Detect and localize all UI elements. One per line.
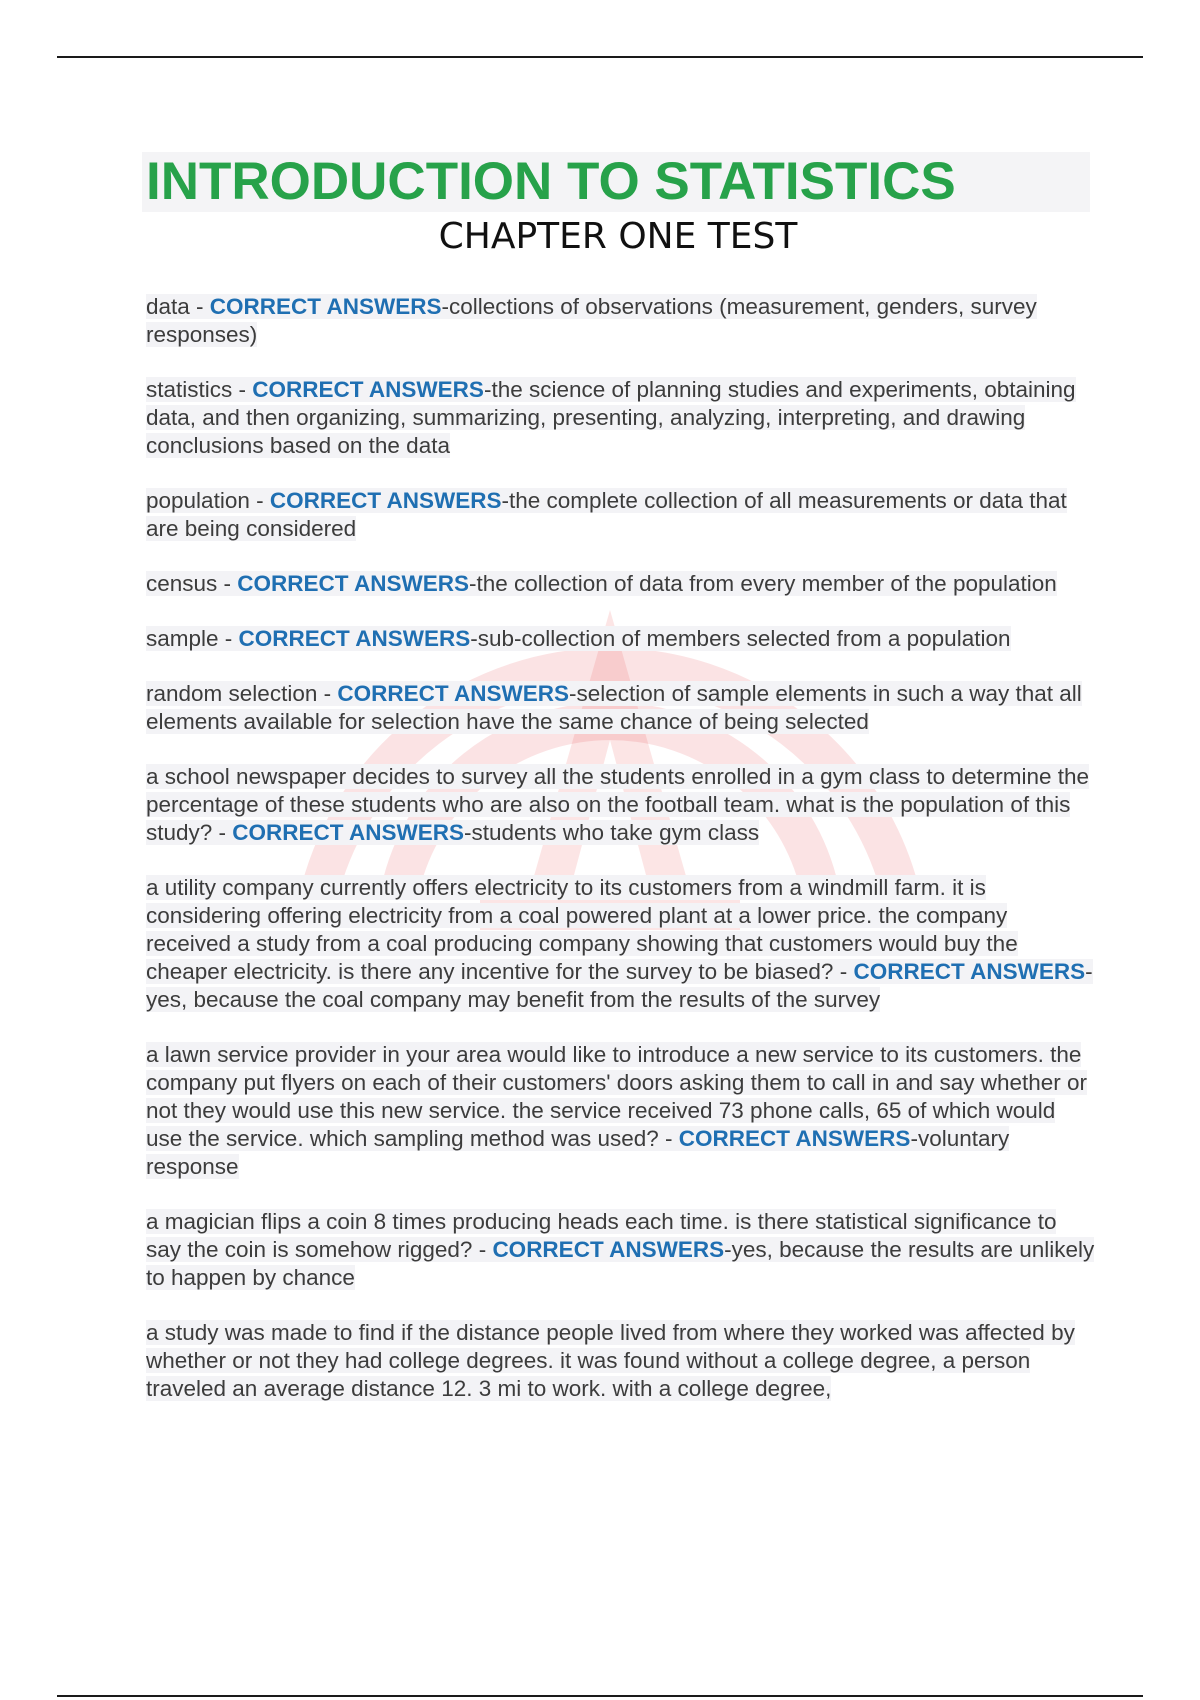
question-text: a magician flips a coin 8 times producing heads each time. is there statistical significance to say the coin is somehow rigged? xyxy=(146,1209,1057,1262)
answer-text: selection of sample elements in such a way that all elements available for selection have the same chance of being selected xyxy=(146,681,1082,734)
bottom-divider xyxy=(57,1695,1143,1697)
qa-highlight xyxy=(146,294,1037,347)
separator-text: - xyxy=(317,681,338,706)
separator-text: - xyxy=(217,571,238,596)
answer-text: the complete collection of all measurements or data that are being considered xyxy=(146,488,1067,541)
qa-item xyxy=(146,625,1096,653)
answer-label: CORRECT ANSWERS xyxy=(269,488,502,513)
answer-label: CORRECT ANSWERS xyxy=(209,294,442,319)
question-text: population xyxy=(146,488,250,513)
answer-label: CORRECT ANSWERS xyxy=(238,626,471,651)
qa-item xyxy=(146,293,1096,349)
qa-highlight xyxy=(146,488,1067,541)
answer-prefix: - xyxy=(910,1126,918,1151)
trailing-question xyxy=(146,1319,1096,1403)
qa-highlight xyxy=(146,571,1057,596)
answer-text: sub-collection of members selected from a population xyxy=(477,626,1011,651)
qa-highlight xyxy=(146,1209,1094,1290)
separator-text: - xyxy=(212,820,233,845)
answer-text: students who take gym class xyxy=(471,820,760,845)
qa-highlight xyxy=(146,681,1082,734)
trailing-question-text: a study was made to find if the distance people lived from where they worked was affected by whether or not they had college degrees. it was found without a college degree, a person traveled an average distance 12. 3 mi to work. with a college degree, xyxy=(146,1320,1075,1401)
qa-item xyxy=(146,1208,1096,1292)
answer-prefix: - xyxy=(463,820,472,845)
answer-prefix: - xyxy=(483,377,492,402)
qa-highlight xyxy=(146,875,1093,1012)
question-text: sample xyxy=(146,626,219,651)
qa-item xyxy=(146,487,1096,543)
separator-text: - xyxy=(249,488,270,513)
separator-text: - xyxy=(189,294,210,319)
question-text: data xyxy=(146,294,190,319)
answer-text: yes, because the results are unlikely to happen by chance xyxy=(146,1237,1095,1290)
question-text: a school newspaper decides to survey all the students enrolled in a gym class to determine the percentage of these students who are also on the football team. what is the population of this study? xyxy=(146,764,1090,845)
answer-label: CORRECT ANSWERS xyxy=(853,959,1086,984)
qa-list xyxy=(146,293,1096,1430)
answer-label: CORRECT ANSWERS xyxy=(252,377,484,402)
qa-item xyxy=(146,1041,1096,1181)
question-text: census xyxy=(146,571,218,596)
answer-prefix: - xyxy=(470,626,478,651)
answer-text: the science of planning studies and experiments, obtaining data, and then organizing, summarizing, presenting, analyzing, interpreting, and drawing conclusions based on the data xyxy=(146,377,1076,458)
separator-text: - xyxy=(232,377,253,402)
qa-highlight xyxy=(146,377,1076,458)
answer-prefix: - xyxy=(724,1237,732,1262)
qa-item xyxy=(146,570,1096,598)
answer-label: CORRECT ANSWERS xyxy=(492,1237,725,1262)
question-text: a lawn service provider in your area would like to introduce a new service to its customers. the company put flyers on each of their customers' doors asking them to call in and say whether or not they would use this new service. the service received 73 phone calls, 65 of which would use the service. which sampling method was used? xyxy=(146,1042,1088,1151)
answer-text: collections of observations (measurement, genders, survey responses) xyxy=(146,294,1037,347)
question-text: random selection xyxy=(146,681,318,706)
qa-highlight xyxy=(146,764,1089,845)
question-text: a utility company currently offers electricity to its customers from a windmill farm. it is considering offering electricity from a coal powered plant at a lower price. the company received a study from a coal producing company showing that customers would buy the cheaper electricity. is there any incentive for the survey to be biased? xyxy=(146,875,1018,984)
qa-item xyxy=(146,763,1096,847)
answer-text: voluntary response xyxy=(146,1126,1010,1179)
document-title: INTRODUCTION TO STATISTICS xyxy=(146,152,956,211)
separator-text: - xyxy=(833,959,854,984)
qa-item xyxy=(146,874,1096,1014)
answer-prefix: - xyxy=(441,294,449,319)
answer-text: yes, because the coal company may benefit from the results of the survey xyxy=(146,987,881,1012)
answer-label: CORRECT ANSWERS xyxy=(678,1126,911,1151)
answer-prefix: - xyxy=(1085,959,1093,984)
qa-item xyxy=(146,680,1096,736)
answer-label: CORRECT ANSWERS xyxy=(337,681,570,706)
separator-text: - xyxy=(472,1237,493,1262)
question-text: statistics xyxy=(146,377,233,402)
separator-text: - xyxy=(658,1126,679,1151)
answer-prefix: - xyxy=(569,681,577,706)
qa-highlight xyxy=(146,626,1011,651)
qa-highlight xyxy=(146,1042,1087,1179)
top-divider xyxy=(57,56,1143,58)
answer-text: the collection of data from every member of the population xyxy=(476,571,1057,596)
qa-item xyxy=(146,376,1096,460)
separator-text: - xyxy=(218,626,239,651)
answer-prefix: - xyxy=(468,571,477,596)
document-subtitle: CHAPTER ONE TEST xyxy=(438,216,798,257)
answer-label: CORRECT ANSWERS xyxy=(237,571,469,596)
answer-label: CORRECT ANSWERS xyxy=(232,820,464,845)
answer-prefix: - xyxy=(501,488,510,513)
